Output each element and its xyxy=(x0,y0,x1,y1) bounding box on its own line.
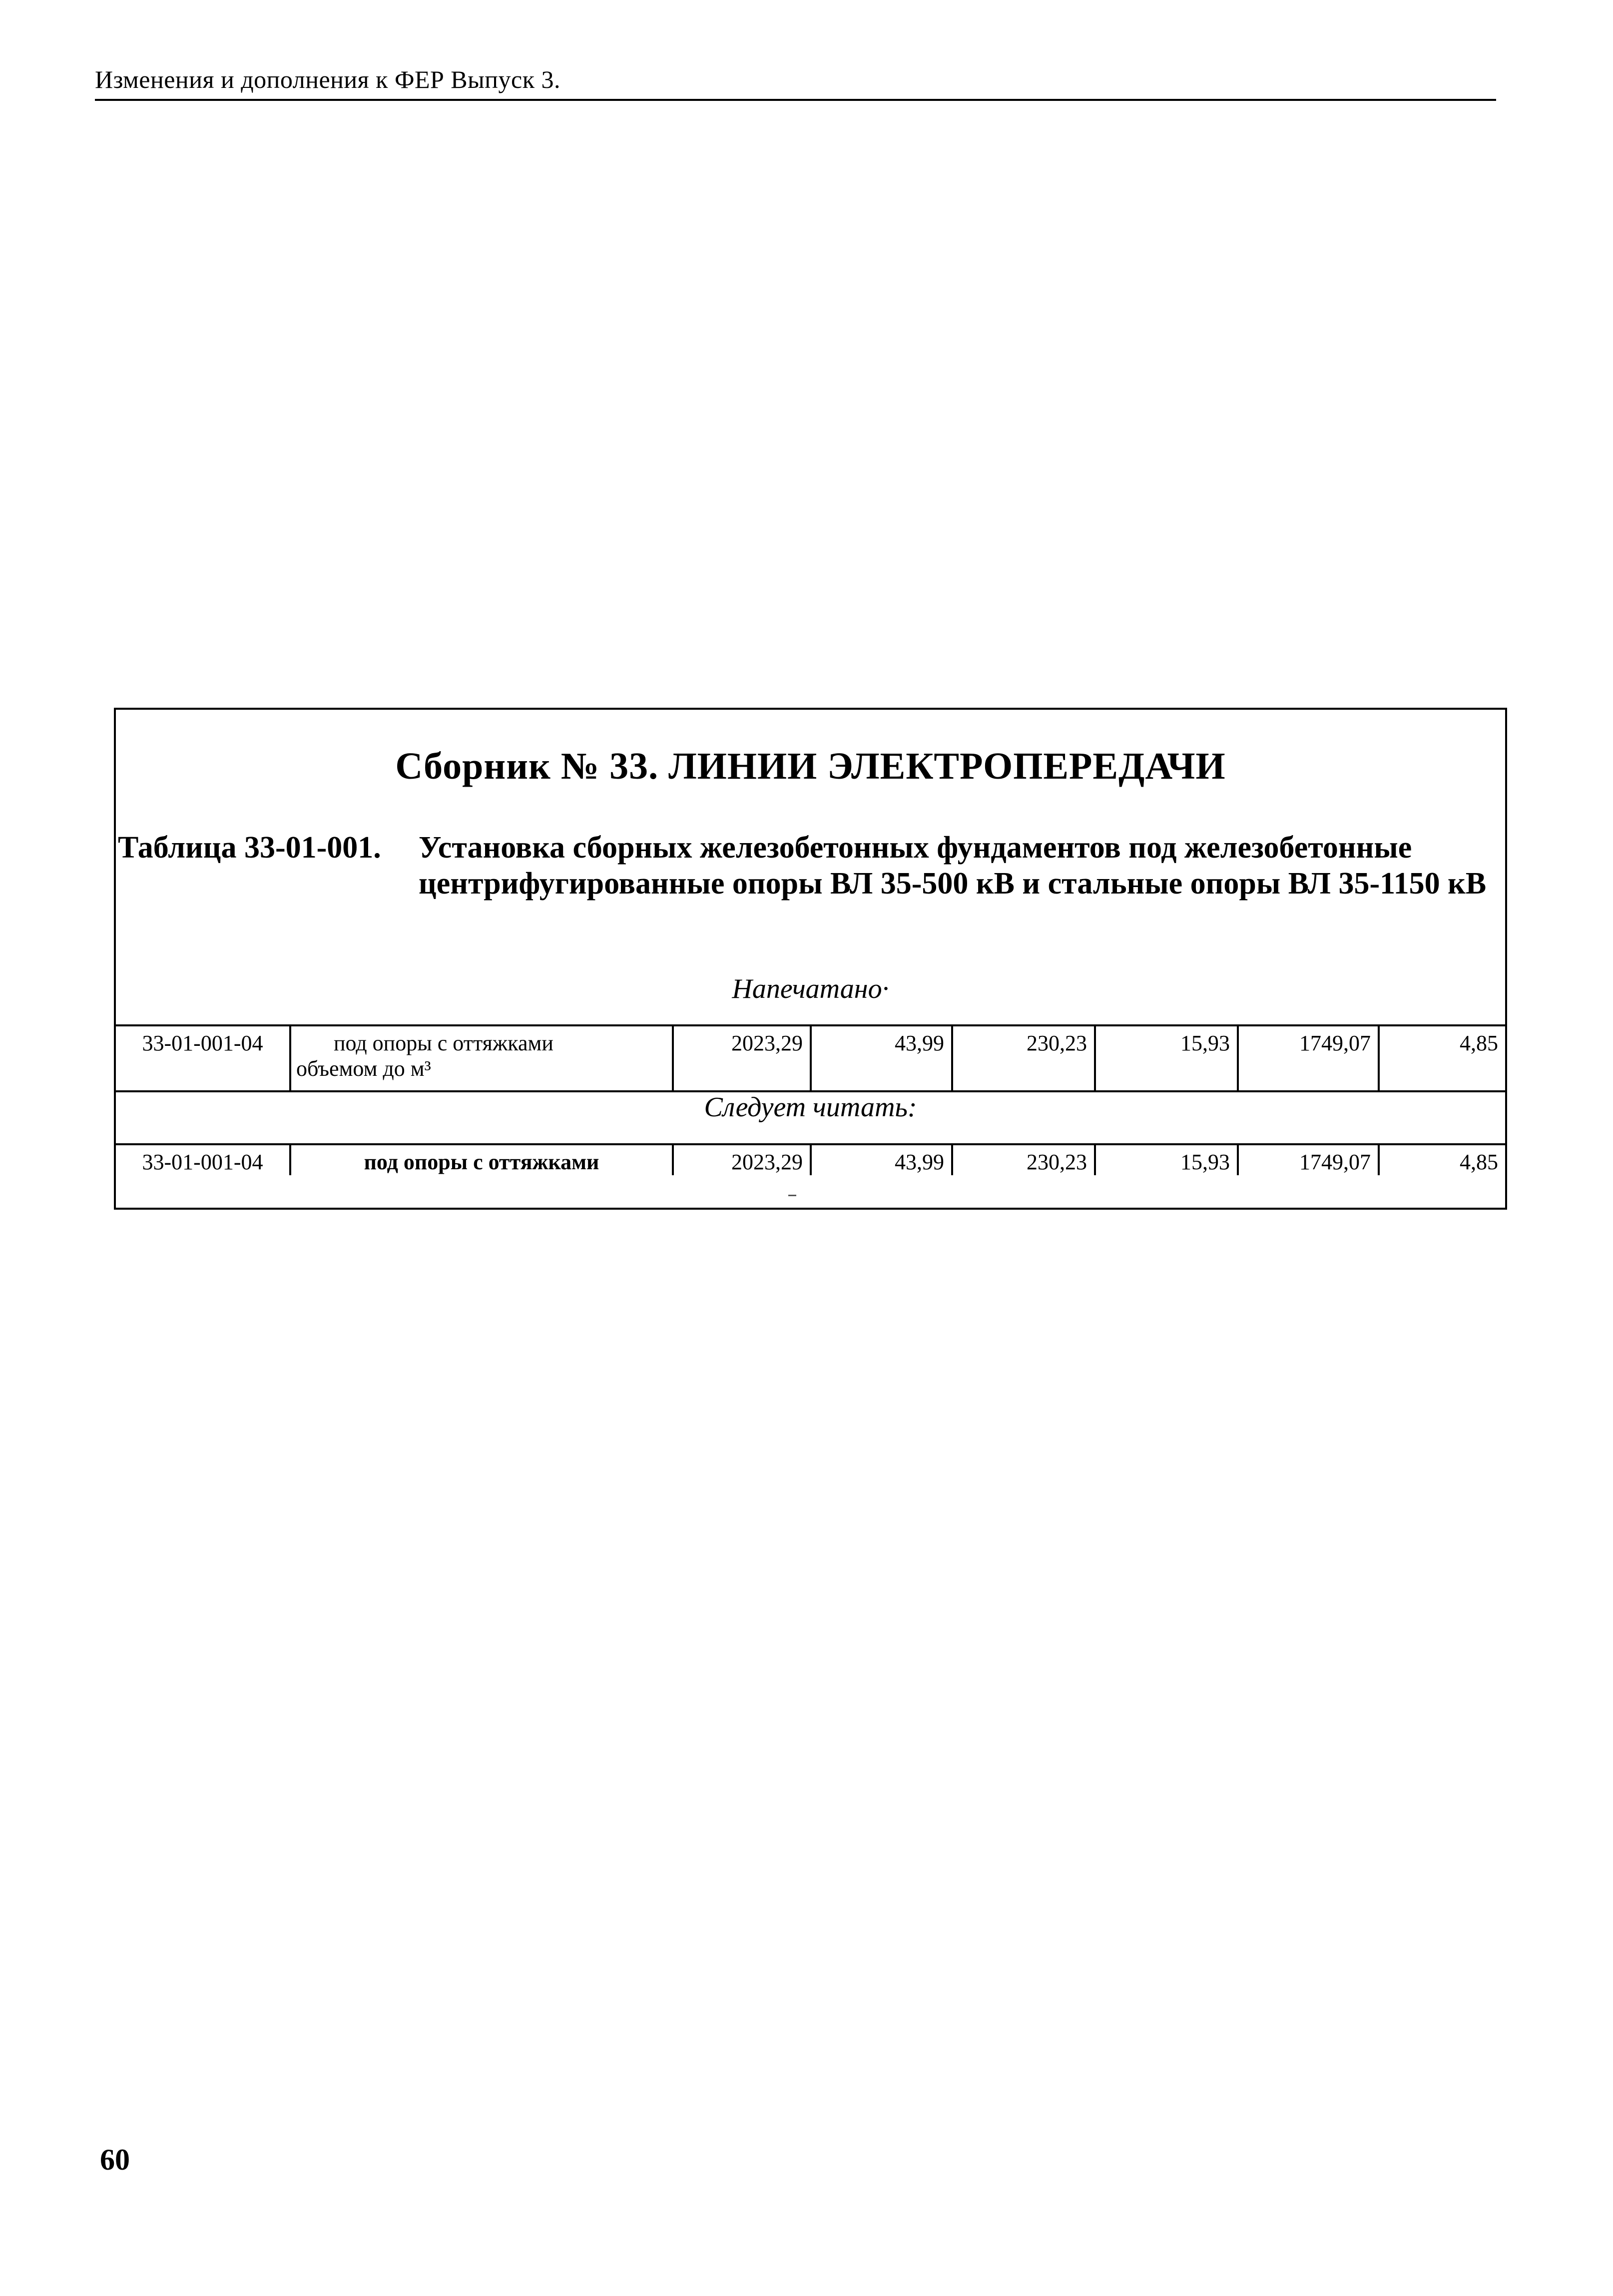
row-value: 4,85 xyxy=(1460,1031,1498,1055)
row-description-line1: под опоры с оттяжками xyxy=(334,1031,553,1055)
correction-table-frame xyxy=(114,708,1507,1210)
row-value: 43,99 xyxy=(812,1145,953,1175)
row-value: 1749,07 xyxy=(1239,1026,1380,1090)
row-description-line2: объемом до м³ xyxy=(296,1056,431,1081)
row-value: 15,93 xyxy=(1096,1026,1239,1090)
should-read-label: Следует читать: xyxy=(704,1092,917,1123)
row-value: 43,99 xyxy=(812,1026,953,1090)
row-value: 230,23 xyxy=(953,1145,1096,1175)
row-description: под опоры с оттяжками xyxy=(291,1145,674,1175)
header-rule xyxy=(95,99,1496,101)
printed-label: Напечатано· xyxy=(732,973,889,1004)
table-title-text: Установка сборных железобетонных фундаментов под железобетонные центрифугированные опоры ВЛ 35-500 кВ и стальные опоры ВЛ 35-1150 кВ xyxy=(419,831,1487,901)
printed-row xyxy=(116,1026,1505,1090)
corrected-row xyxy=(116,1145,1505,1175)
collection-title: Сборник № 33. ЛИНИИ ЭЛЕКТРОПЕРЕДАЧИ xyxy=(395,745,1226,787)
row-value: 15,93 xyxy=(1096,1145,1239,1175)
page-number: 60 xyxy=(100,2143,130,2176)
table-title-number: Таблица 33-01-001. xyxy=(118,831,381,865)
row-value: 4,85 xyxy=(1460,1150,1498,1174)
scan-mark xyxy=(788,1195,796,1196)
row-value: 2023,29 xyxy=(674,1145,812,1175)
row-value: 2023,29 xyxy=(674,1026,812,1090)
row-description xyxy=(291,1026,674,1090)
row-code: 33-01-001-04 xyxy=(116,1145,291,1175)
row-code: 33-01-001-04 xyxy=(116,1026,291,1090)
row-value: 1749,07 xyxy=(1239,1145,1380,1175)
table-title xyxy=(118,830,1487,901)
row-value: 230,23 xyxy=(953,1026,1096,1090)
document-header: Изменения и дополнения к ФЕР Выпуск 3. xyxy=(95,65,560,93)
